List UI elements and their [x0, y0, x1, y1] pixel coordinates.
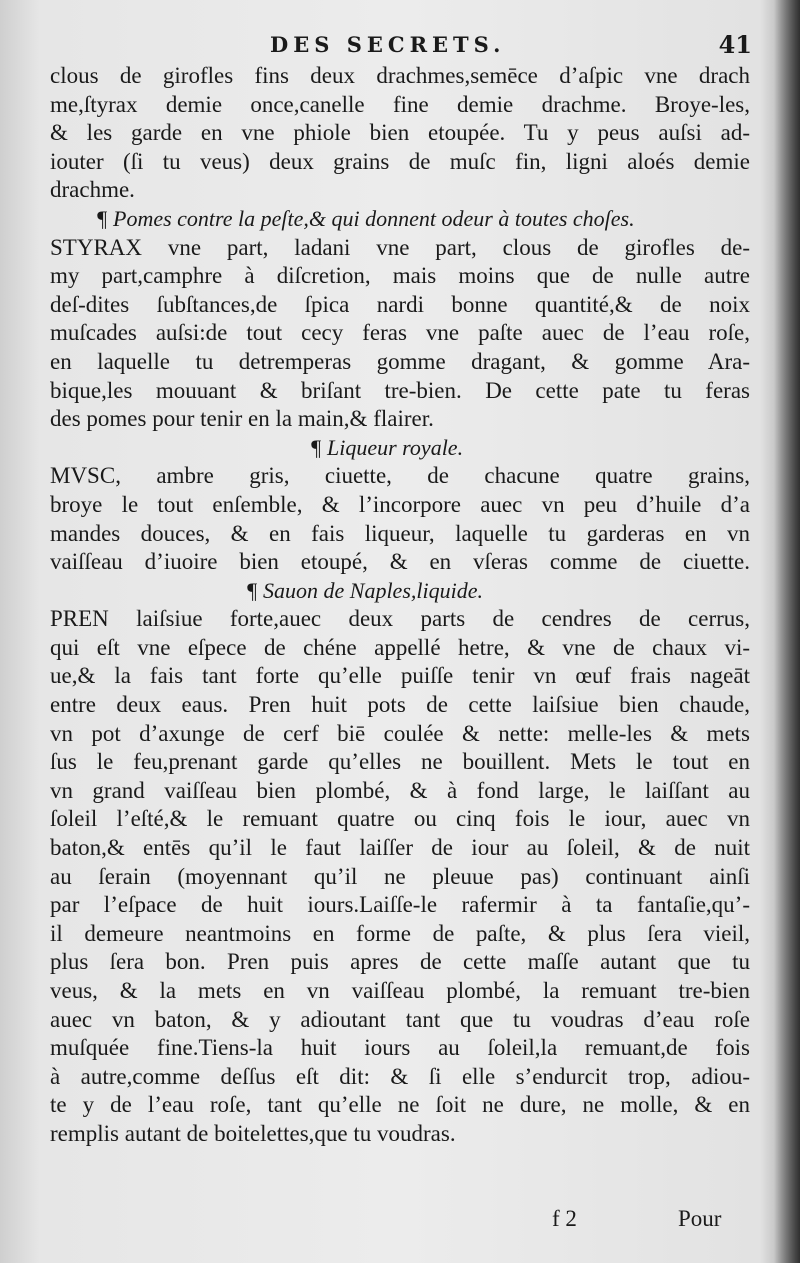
page-text: [50, 62, 750, 1149]
text-line: & les garde en vne phiole bien etoupée. Tu y peus auſsi ad-: [50, 120, 750, 146]
text-line: ſoleil l’eſté,& le remuant quatre ou cinq fois le iour, auec vn: [50, 806, 750, 832]
text-line: ſus le feu,prenant garde qu’elles ne bouillent. Mets le tout en: [50, 749, 750, 775]
text-line: auec vn baton, & y adioutant tant que tu voudras d’eau roſe: [50, 1006, 750, 1032]
page-footer: [0, 1204, 800, 1244]
signature-mark: f 2: [552, 1206, 577, 1231]
text-line: me,ſtyrax demie once,canelle fine demie drachme. Broye-les,: [50, 91, 750, 117]
text-line: vn pot d’axunge de cerf biē coulée & nette: melle-les & mets: [50, 720, 750, 746]
text-line: plus ſera bon. Pren puis apres de cette maſſe autant que tu: [50, 949, 750, 975]
text-line: my part,camphre à diſcretion, mais moins que de nulle autre: [50, 263, 750, 289]
text-line: clous de girofles fins deux drachmes,semēce d’aſpic vne drach: [50, 63, 750, 88]
text-line: baton,& entēs qu’il le faut laiſſer de iour au ſoleil, & de nuit: [50, 835, 750, 861]
text-line: drachme.: [50, 177, 135, 203]
text-line: MVSC, ambre gris, ciuette, de chacune quatre grains,: [50, 463, 750, 489]
text-line: muſquée fine.Tiens-la huit iours au ſoleil,la remuant,de fois: [50, 1035, 750, 1061]
page-header: [0, 30, 770, 62]
text-line: au ſerain (moyennant qu’il ne pleuue pas) continuant ainſi: [50, 863, 750, 889]
text-line: broye le tout enſemble, & l’incorpore auec vn peu d’huile d’a: [50, 491, 750, 517]
text-line: qui eſt vne eſpece de chéne appellé hetre, & vne de chaux vi-: [50, 634, 750, 660]
text-line: te y de l’eau roſe, tant qu’elle ne ſoit ne dure, ne molle, & en: [50, 1092, 750, 1118]
section-heading: ¶ Pomes contre la peſte,& qui donnent odeur à toutes choſes.: [96, 205, 635, 231]
text-line: bique,les mouuant & briſant tre-bien. De cette pate tu feras: [50, 377, 750, 403]
text-line: vaiſſeau d’iuoire bien etoupé, & en vſeras comme de ciuette.: [50, 549, 750, 575]
text-line: muſcades auſsi:de tout cecy feras vne paſte auec de l’eau roſe,: [50, 320, 750, 346]
text-line: STYRAX vne part, ladani vne part, clous de girofles de-: [50, 234, 750, 260]
running-head: DES SECRETS.: [270, 32, 506, 57]
text-line: des pomes pour tenir en la main,& flairer.: [50, 406, 434, 432]
section-heading: ¶ Liqueur royale.: [310, 434, 464, 460]
section-heading: ¶ Sauon de Naples,liquide.: [246, 577, 483, 603]
text-line: veus, & la mets en vn vaiſſeau plombé, la remuant tre-bien: [50, 978, 750, 1003]
catchword: Pour: [678, 1206, 722, 1231]
text-line: deſ-dites ſubſtances,de ſpica nardi bonne quantité,& de noix: [50, 291, 750, 317]
section-sauon: [50, 577, 750, 1149]
text-line: entre deux eaus. Pren huit pots de cette laiſsiue bien chaude,: [50, 692, 750, 718]
section-liqueur: [50, 434, 750, 577]
text-line: à autre,comme deſſus eſt dit: & ſi elle s’endurcit trop, adiou-: [50, 1063, 750, 1089]
section-pomes: [50, 205, 750, 434]
text-line: en laquelle tu detremperas gomme dragant, & gomme Ara-: [50, 348, 750, 374]
text-line: vn grand vaiſſeau bien plombé, & à fond large, le laiſſant au: [50, 777, 750, 803]
intro-paragraph: [50, 62, 750, 205]
text-line: par l’eſpace de huit iours.Laiſſe-le rafermir à ta fantaſie,qu’-: [50, 892, 750, 918]
page-number: 41: [718, 30, 752, 59]
text-line: il demeure neantmoins en forme de paſte, & plus ſera vieil,: [50, 920, 750, 946]
text-line: mandes douces, & en fais liqueur, laquelle tu garderas en vn: [50, 520, 750, 546]
text-line: remplis autant de boitelettes,que tu voudras.: [50, 1120, 456, 1146]
text-line: ue,& la fais tant forte qu’elle puiſſe tenir vn œuf frais nageāt: [50, 663, 750, 689]
page-gutter-shadow: [774, 0, 800, 1263]
text-line: PREN laiſsiue forte,auec deux parts de cendres de cerrus,: [50, 606, 750, 632]
text-line: iouter (ſi tu veus) deux grains de muſc fin, ligni aloés demie: [50, 148, 750, 174]
